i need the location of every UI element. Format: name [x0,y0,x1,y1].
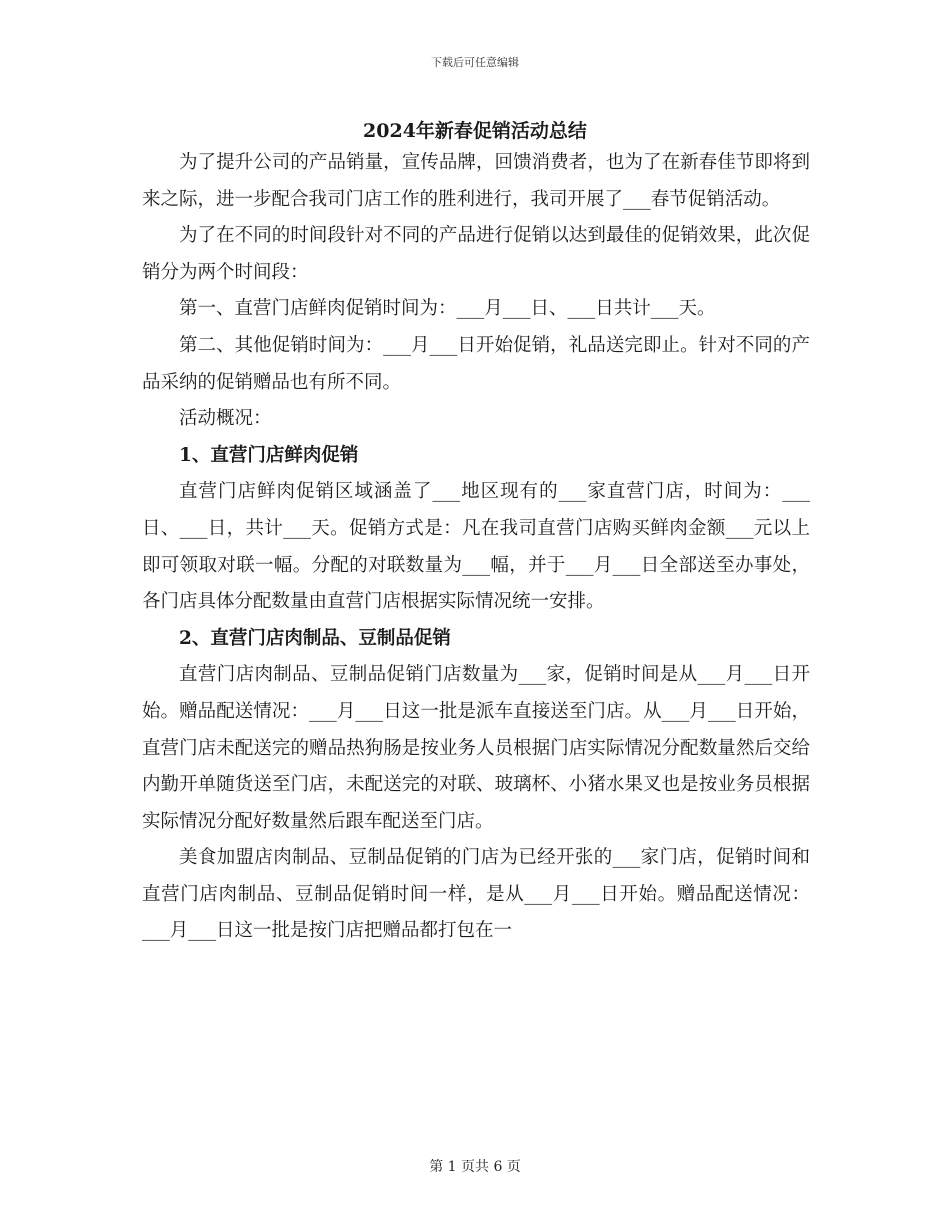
paragraph-period-one: 第一、直营门店鲜肉促销时间为：___月___日、___日共计___天。 [179,298,716,320]
document-body [142,145,810,950]
section-heading-meat-soy-products: 2、直营门店肉制品、豆制品促销 [179,627,451,649]
paragraph-fresh-meat: 直营门店鲜肉促销区域涵盖了___地区现有的___家直营门店，时间为：___日、___日，共计___天。促销方式是：凡在我司直营门店购买鲜肉金额___元以上即可领取对联一幅。分配的对联数量为___幅，并于___月___日全部送至办事处，各门店具体分配数量由直营门店根据实际情况统一安排。 [142,481,810,613]
paragraph-meat-soy-franchise: 美食加盟店肉制品、豆制品促销的门店为已经开张的___家门店，促销时间和直营门店肉制品、豆制品促销时间一样，是从___月___日开始。赠品配送情况：___月___日这一批是按门店把赠品都打包在一 [142,847,810,942]
paragraph-meat-soy-direct: 直营门店肉制品、豆制品促销门店数量为___家，促销时间是从___月___日开始。赠品配送情况：___月___日这一批是派车直接送至门店。从___月___日开始，直营门店未配送完的赠品热狗肠是按业务人员根据门店实际情况分配数量然后交给内勤开单随货送至门店，未配送完的对联、玻璃杯、小猪水果叉也是按业务员根据实际情况分配好数量然后跟车配送至门店。 [142,664,810,832]
paragraph-period-two: 第二、其他促销时间为：___月___日开始促销，礼品送完即止。针对不同的产品采纳的促销赠品也有所不同。 [142,334,810,393]
paragraph-overview-label: 活动概况： [179,408,272,430]
page-header-note: 下载后可任意编辑 [431,56,519,69]
paragraph-intro: 为了提升公司的产品销量，宣传品牌，回馈消费者，也为了在新春佳节即将到来之际，进一步配合我司门店工作的胜利进行，我司开展了___春节促销活动。 [142,152,810,210]
paragraph-periods: 为了在不同的时间段针对不同的产品进行促销以达到最佳的促销效果，此次促销分为两个时间段： [142,225,810,283]
page-number: 第 1 页共 6 页 [429,1159,521,1175]
section-heading-fresh-meat: 1、直营门店鲜肉促销 [179,444,359,466]
document-title: 2024年新春促销活动总结 [363,120,587,142]
